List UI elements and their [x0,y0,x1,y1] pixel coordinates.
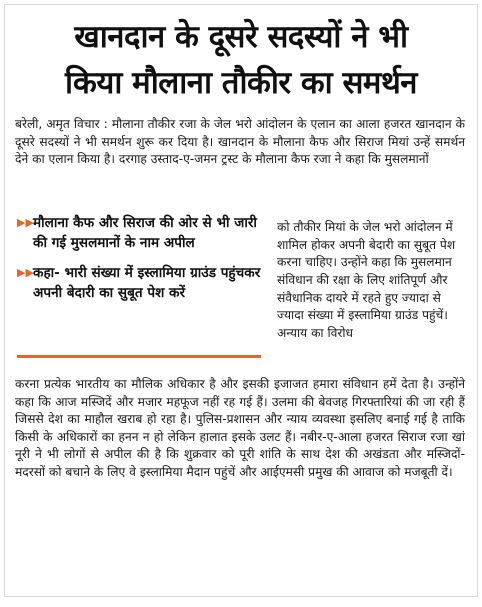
closing-paragraph: करना प्रत्येक भारतीय का मौलिक अधिकार है और इसकी इजाजत हमारा संविधान हमें देता है। उन्होंने कहा कि आज मस्जिदें और मजार महफूज नहीं रह गई हैं। उलमा की बेवजह गिरफ्तारियां की जा रही हैं जिससे देश का माहौल खराब हो रहा है। पुलिस-प्रशासन और न्याय व्यवस्था इसलिए बनाई गई है ताकि किसी के अधिकारों का हनन न हो लेकिन हालात इसके उलट हैं। नबीर-ए-आला हजरत सिराज रजा खां नूरी ने भी लोगों से अपील की है कि शुक्रवार को पूरी शांति के साथ देश की अखंडता और मस्जिदों-मदरसों को बचाने के लिए वे इस्लामिया मैदान पहुंचें और आईएमसी प्रमुख की आवाज को मजबूती दें। [15,377,465,479]
news-clipping [4,4,478,597]
highlight-item [17,213,261,253]
right-column-text: को तौकीर मियां के जेल भरो आंदोलन में शामिल होकर अपनी बेदारी का सुबूत पेश करना चाहिए। उन्होंने कहा कि मुसलमान संविधान की रक्षा के लिए शांतिपूर्ण और संवैधानिक दायरे में रहते हुए ज्यादा से ज्यादा संख्या में इस्लामिया ग्राउंड पहुंचें। अन्याय का विरोध [277,220,456,340]
headline-line-1: खानदान के दूसरे सदस्यों ने भी [74,19,408,55]
headline-line-2: किया मौलाना तौकीर का समर्थन [65,65,417,101]
highlight-text: कहा- भारी संख्या में इस्लामिया ग्राउंड पहुंचकर अपनी बेदारी का सुबूत पेश करें [33,265,261,301]
highlights-box [17,213,261,303]
highlight-text: मौलाना कैफ और सिराज की ओर से भी जारी की गई मुसलमानों के नाम अपील [33,215,257,251]
lead-paragraph: बरेली, अमृत विचार : मौलाना तौकीर रजा के जेल भरो आंदोलन के एलान का आला हजरत खानदान के दूसरे सदस्यों ने भी समर्थन शुरू कर दिया है। खानदान के मौलाना कैफ और सिराज मियां उन्हें समर्थन देने का एलान किया है। दरगाह उस्ताद-ए-जमन ट्रस्ट के मौलाना कैफ रजा ने कहा कि मुसलमानों [15,117,465,167]
highlight-item [17,263,261,303]
double-arrow-icon: ▶▶ [17,266,34,279]
double-arrow-icon: ▶▶ [17,216,34,229]
orange-divider [17,355,261,358]
